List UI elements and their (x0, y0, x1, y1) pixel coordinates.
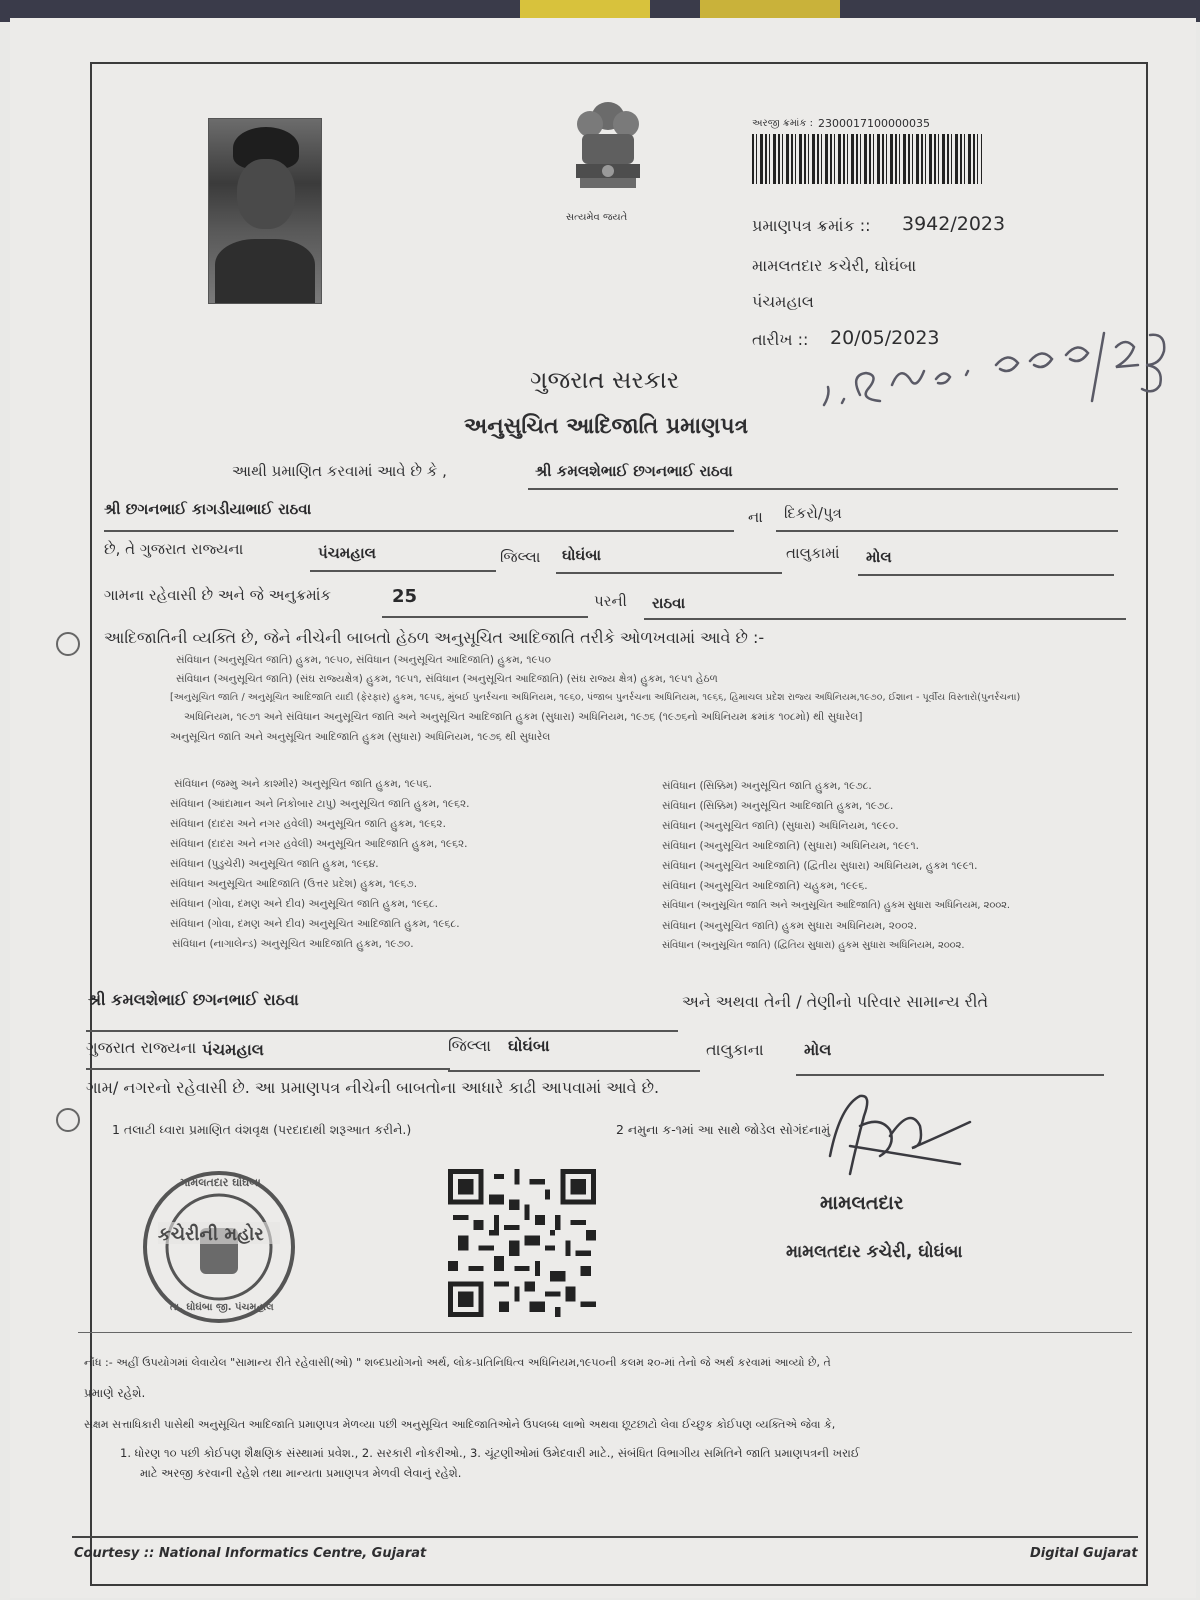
issue-date: 20/05/2023 (830, 327, 940, 349)
applicant-name: શ્રી કમલશેભાઈ છગનભાઈ રાઠવા (535, 462, 733, 480)
order-line: [અનુસૂચિત જાતિ / અનુસૂચિત આદિજાતિ યાદી (ફેરફાર) હુકમ, ૧૯૫૬, મુંબઈ પુનર્રચના અધિનિયમ, ૧૯૬૦, પંજાબ પુનર્રચના અધિનિયમ, ૧૯૬૬, હિમાચલ પ્રદેશ રાજ્ય અધિનિયમ,૧૯૭૦, ઈશાન - પૂર્વીય વિસ્તારો(પુનર્રચના) (170, 692, 1021, 703)
fill-line (858, 574, 1114, 576)
serial-number: 25 (392, 586, 418, 607)
taluka-value: ઘોઘંબા (562, 546, 602, 564)
issue-date-label: તારીખ :: (752, 330, 809, 349)
fill-line (448, 1070, 700, 1072)
order-line: સંવિધાન (દાદરા અને નગર હવેલી) અનુસૂચિત જાતિ હુકમ, ૧૯૬૨. (170, 818, 446, 830)
relation-value: દિકરો/પુત્ર (784, 504, 842, 522)
applicant-photo (208, 118, 322, 304)
emblem-motto: સત્યમેવ જયતે (566, 212, 628, 223)
par-text: પરની (594, 592, 627, 610)
order-line: સંવિધાન (અનુસૂચિત જાતિ અને અનુસૂચિત આદિજાતિ) હુકમ સુધારા અધિનિયમ, ૨૦૦૨. (662, 900, 1011, 911)
residence-taluka-label: તાલુકાના (706, 1040, 764, 1059)
note-residence-cont: પ્રમાણે રહેશે. (84, 1386, 146, 1400)
fill-line (86, 1068, 450, 1070)
signatory-office: મામલતદાર કચેરી, ઘોઘંબા (786, 1242, 963, 1262)
order-line: સંવિધાન (અનુસૂચિત જાતિ) (સુધારા) અધિનિયમ, ૧૯૯૦. (662, 820, 899, 832)
order-line: સંવિધાન અનુસૂચિત આદિજાતિ (ઉત્તર પ્રદેશ) હુકમ, ૧૯૬૭. (170, 878, 418, 890)
order-line: સંવિધાન (અનુસૂચિત આદિજાતિ) (દ્વિતીય સુધારા) અધિનિયમ, હુકમ ૧૯૯૧. (662, 860, 978, 872)
caste-value: રાઠવા (652, 594, 686, 612)
order-line: સંવિધાન (સિક્કિમ) અનુસૂચિત આદિજાતિ હુકમ, ૧૯૭૮. (662, 800, 894, 812)
order-line: સંવિધાન (આંદામાન અને નિકોબાર ટાપુ) અનુસૂચિત જાતિ હુકમ, ૧૯૬૨. (170, 798, 470, 810)
fill-line (644, 618, 1126, 620)
order-line: સંવિધાન (નાગાલેન્ડ) અનુસૂચિત આદિજાતિ હુકમ, ૧૯૭૦. (172, 938, 414, 950)
fill-line (310, 570, 496, 572)
fill-line (382, 616, 588, 618)
state-prefix-text: છે, તે ગુજરાત રાજ્યના (104, 540, 244, 558)
handwritten-register-text (1000, 440, 1007, 441)
handwritten-register-note (820, 325, 1180, 435)
order-line: અનુસૂચિત જાતિ અને અનુસૂચિત આદિજાતિ હુકમ (સુધારા) અધિનિયમ, ૧૯૭૬ થી સુધારેલ (170, 731, 551, 743)
order-line: સંવિધાન (પુડુચેરી) અનુસૂચિત જાતિ હુકમ, ૧૯૬૪. (170, 858, 379, 870)
order-line: સંવિધાન (ગોવા, દમણ અને દીવ) અનુસૂચિત જાતિ હુકમ, ૧૯૬૮. (170, 898, 438, 910)
na-text: ના (748, 508, 763, 526)
punch-hole (56, 1108, 80, 1132)
seal-outer-text: મામલતદાર ઘોઘંબા (180, 1176, 261, 1189)
government-title: ગુજરાત સરકાર (530, 366, 680, 394)
residence-taluka: ઘોઘંબા (508, 1036, 550, 1055)
fill-line (104, 530, 734, 532)
certificate-number: 3942/2023 (902, 213, 1006, 235)
order-line: અધિનિયમ, ૧૯૭૧ અને સંવિધાન અનુસૂચિત જાતિ અને અનુસૂચિત આદિજાતિ હુકમ (સુધારા) અધિનિયમ, ૧૯૭૬ (૧૯૭૬નો અધિનિયમ ક્રમાંક ૧૦૮મો) થી સુધારેલ] (184, 711, 863, 723)
order-line: સંવિધાન (અનુસૂચિત આદિજાતિ) ચહુકમ, ૧૯૯૬. (662, 880, 868, 892)
footer-divider (72, 1536, 1138, 1538)
punch-hole (56, 632, 80, 656)
footer-courtesy: Courtesy :: National Informatics Centre, Gujarat (74, 1546, 427, 1561)
note-benefits: સક્ષમ સત્તાધિકારી પાસેથી અનુસૂચિત આદિજાતિ પ્રમાણપત્ર મેળવ્યા પછી અનુસૂચિત આદિજાતિઓને ઉપલબ્ધ લાભો અથવા છૂટછાટો લેવા ઈચ્છુક કોઈપણ વ્યક્તિએ જેવા કે, (84, 1418, 836, 1431)
district-value: પંચમહાલ (318, 544, 377, 562)
father-name: શ્રી છગનભાઈ કાગડીયાભાઈ રાઠવા (104, 500, 312, 518)
basis-text: ગામ/ નગરનો રહેવાસી છે. આ પ્રમાણપત્ર નીચેની બાબતોના આધારે કાઢી આપવામાં આવે છે. (86, 1078, 660, 1097)
order-line: સંવિધાન (ગોવા, દમણ અને દીવ) અનુસૂચિત આદિજાતિ હુકમ, ૧૯૬૮. (170, 918, 460, 930)
national-emblem-icon (560, 94, 656, 212)
resident-text: ગામના રહેવાસી છે અને જે અનુક્રમાંક (104, 586, 332, 604)
notes-divider (78, 1332, 1132, 1333)
basis-item-1: 1 તલાટી ધ્વારા પ્રમાણિત વંશવૃક્ષ (પરદાદાથી શરૂઆત કરીને.) (112, 1122, 412, 1137)
residence-district: પંચમહાલ (202, 1040, 264, 1059)
photo-shoulders (215, 239, 315, 303)
district-label: જિલ્લા (500, 548, 541, 566)
note-requirements-cont: માટે અરજી કરવાની રહેશે તથા માન્યતા પ્રમાણપત્ર મેળવી લેવાનું રહેશે. (140, 1466, 462, 1480)
residence-village: મોલ (804, 1040, 832, 1059)
order-line: સંવિધાન (સિક્કિમ) અનુસૂચિત જાતિ હુકમ, ૧૯૭૮. (662, 780, 872, 792)
order-line: સંવિધાન (અનુસૂચિત આદિજાતિ) (સુધારા) અધિનિયમ, ૧૯૯૧. (662, 840, 919, 852)
order-line: સંવિધાન (અનુસૂચિત જાતિ) (દ્વિતિય સુધારા) હુકમ સુધારા અધિનિયમ, ૨૦૦૨. (662, 940, 965, 951)
taluka-label: તાલુકામાં (786, 544, 840, 562)
family-text: અને અથવા તેની / તેણીનો પરિવાર સામાન્ય રીતે (682, 992, 989, 1011)
photo-face (237, 159, 295, 229)
barcode (752, 134, 982, 184)
note-residence: નોંધ :- અહીં ઉપયોગમાં લેવાયેલ "સામાન્ય રીતે રહેવાસી(ઓ) " શબ્દપ્રયોગનો અર્થ, લોક-પ્રતિનિધિત્વ અધિનિયમ,૧૯૫૦ની કલમ ૨૦-માં તેનો જે અર્થ કરવામાં આવ્યો છે, તે (84, 1356, 831, 1369)
fill-line (556, 572, 782, 574)
order-line: સંવિધાન (દાદરા અને નગર હવેલી) અનુસૂચિત આદિજાતિ હુકમ, ૧૯૬૨. (170, 838, 468, 850)
issuing-office: મામલતદાર કચેરી, ઘોઘંબા (752, 256, 917, 275)
certificate-title: અનુસુચિત આદિજાતિ પ્રમાણપત્ર (464, 414, 749, 439)
intro-text: આથી પ્રમાણિત કરવામાં આવે છે કે , (232, 462, 447, 480)
residence-name: શ્રી કમલશેભાઈ છગનભાઈ રાઠવા (88, 990, 299, 1009)
basis-item-2: 2 નમુના ક-૧માં આ સાથે જોડેલ સોગંદનામું (616, 1122, 831, 1137)
fill-line (86, 1030, 678, 1032)
residence-district-label: જિલ્લા (448, 1036, 492, 1055)
seal-bottom-text: તા. ઘોઘંબા જી. પંચમહાલ (170, 1302, 274, 1313)
application-number: 2300017100000035 (818, 117, 930, 130)
footer-brand: Digital Gujarat (1030, 1546, 1138, 1561)
order-line: સંવિધાન (અનુસૂચિત જાતિ) (સંઘ રાજ્યક્ષેત્ર) હુકમ, ૧૯૫૧, સંવિધાન (અનુસૂચિત આદિજાતિ) (સંઘ રાજ્ય ક્ષેત્ર) હુકમ, ૧૯૫૧ હેઠળ (176, 673, 718, 685)
fill-line (776, 530, 1118, 532)
order-line: સંવિધાન (અનુસૂચિત જાતિ) હુકમ સુધારા અધિનિયમ, ૨૦૦૨. (662, 920, 918, 932)
residence-state-prefix: ગુજરાત રાજ્યના (86, 1038, 197, 1057)
seal-inner-text: કચેરીની મહોર (158, 1224, 264, 1245)
order-line: સંવિધાન (જમ્મુ અને કાશ્મીર) અનુસૂચિત જાતિ હુકમ, ૧૯૫૬. (174, 778, 432, 790)
application-number-label: અરજી ક્રમાંક : (752, 118, 813, 129)
signature (820, 1086, 980, 1176)
qr-code-icon (448, 1168, 596, 1318)
signatory-title: મામલતદાર (820, 1192, 904, 1214)
fill-line (528, 488, 1118, 490)
issuing-district: પંચમહાલ (752, 292, 814, 311)
certificate-number-label: પ્રમાણપત્ર ક્રમાંક :: (752, 216, 871, 235)
fill-line (796, 1074, 1104, 1076)
order-line: સંવિધાન (અનુસૂચિત જાતિ) હુકમ, ૧૯૫૦, સંવિધાન (અનુસૂચિત આદિજાતિ) હુકમ, ૧૯૫૦ (176, 654, 551, 666)
recognition-text: આદિજાતિની વ્યક્તિ છે, જેને નીચેની બાબતો હેઠળ અનુસૂચિત આદિજાતિ તરીકે ઓળખવામાં આવે છે :- (104, 628, 765, 647)
note-requirements: 1. ધોરણ ૧૦ પછી કોઈપણ શૈક્ષણિક સંસ્થામાં પ્રવેશ., 2. સરકારી નોકરીઓ., 3. ચૂંટણીઓમાં ઉમેદવારી માટે., સંબંધિત વિભાગીય સમિતિને જાતિ પ્રમાણપત્રની ખરાઈ (120, 1446, 860, 1460)
village-value: મોલ (866, 548, 892, 566)
